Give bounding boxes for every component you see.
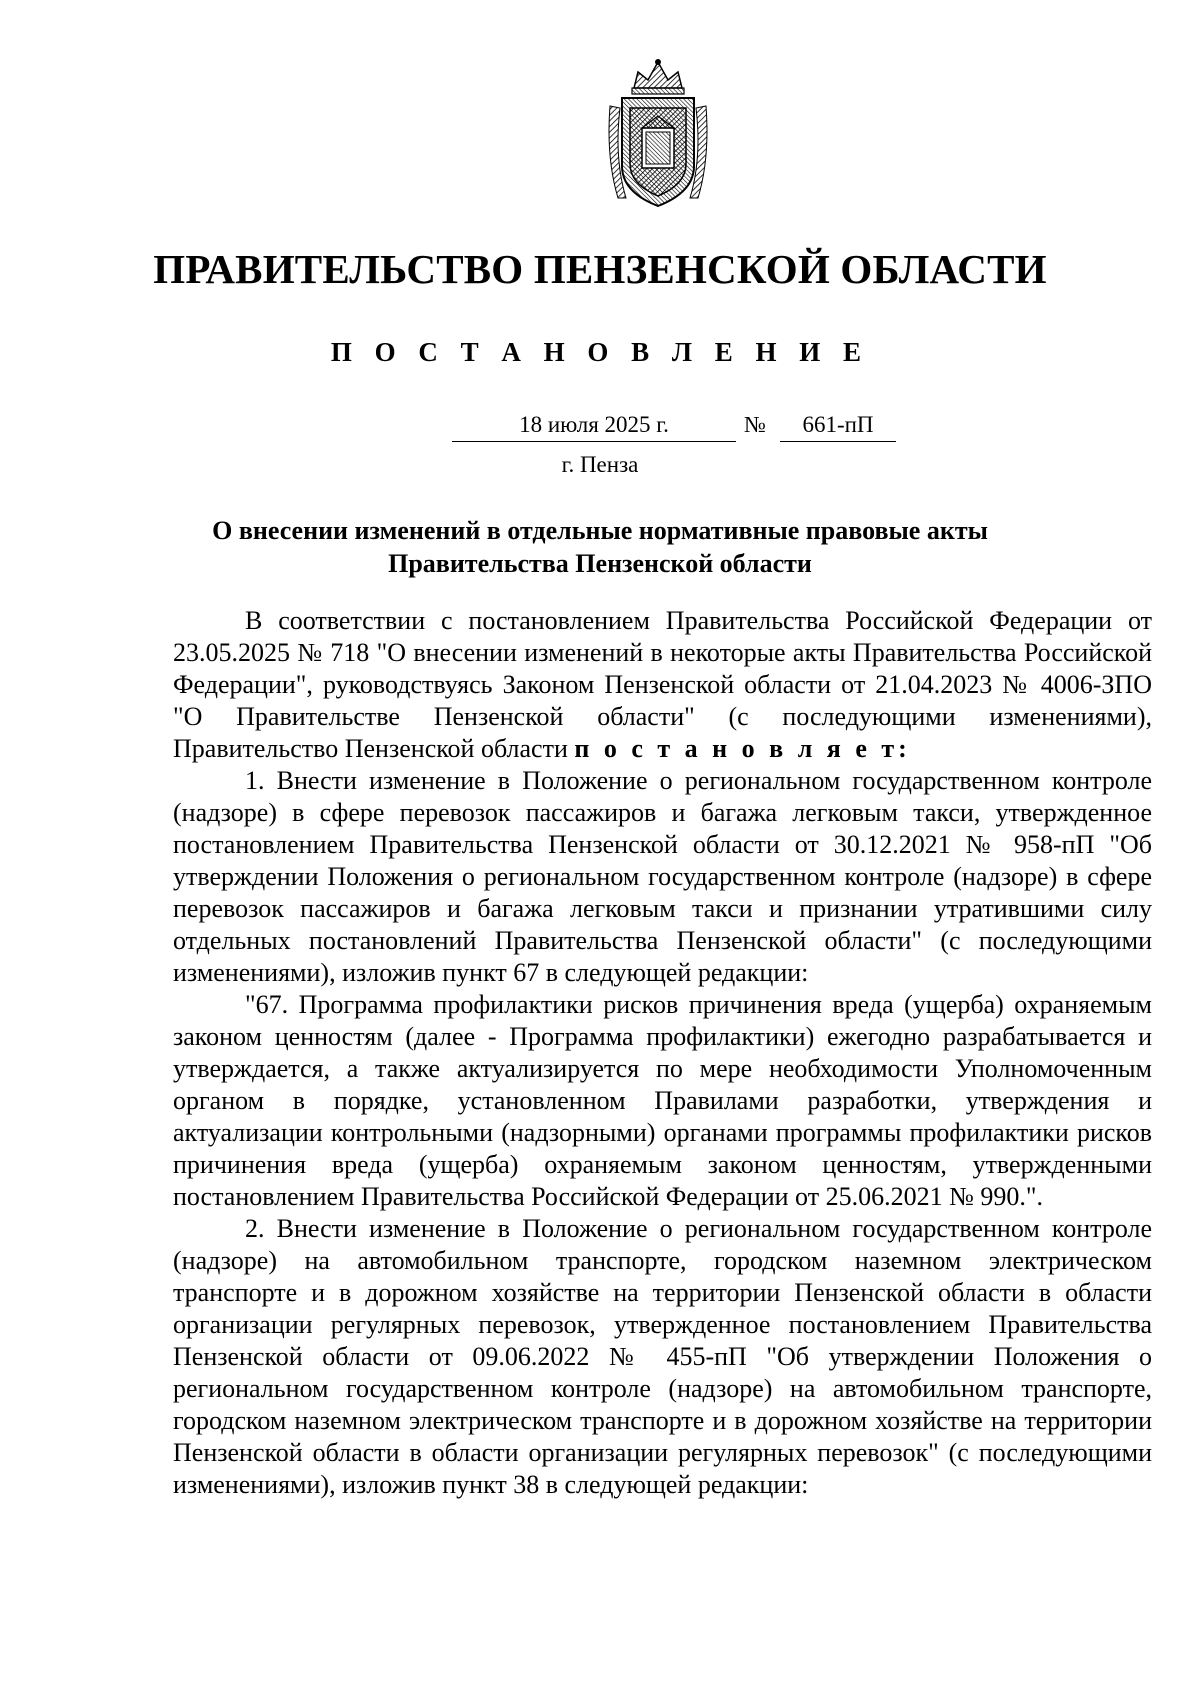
preamble-text: В соответствии с постановлением Правительства Российской Федерации от 23.05.2025 № 718 "О внесении изменений в некоторые акты Правительства Российской Федерации", руководствуясь Законом Пензенской области от 21.04.2023 № 4006-ЗПО "О Правительстве Пензенской области" (с последующими изменениями), Правительство Пензенской области (173, 606, 1152, 763)
document-type: П О С Т А Н О В Л Е Н И Е (330, 337, 870, 367)
government-title: ПРАВИТЕЛЬСТВО ПЕНЗЕНСКОЙ ОБЛАСТИ (153, 246, 1047, 292)
document-date: 18 июля 2025 г. (452, 411, 736, 442)
document-subject (200, 514, 1000, 580)
document-number: 661-пП (780, 411, 896, 442)
item-2-paragraph: 2. Внести изменение в Положение о региональном государственном контроле (надзоре) на автомобильном транспорте, городском наземном электрическом транспорте и в дорожном хозяйстве на территории Пензенской области в области организации регулярных перевозок, утвержденное постановлением Правительства Пензенской области от 09.06.2022 № 455-пП "Об утверждении Положения о региональном государственном контроле (надзоре) на автомобильном транспорте, городском наземном электрическом транспорте и в дорожном хозяйстве на территории Пензенской области в области организации регулярных перевозок" (с последующими изменениями), изложив пункт 38 в следующей редакции: (173, 1214, 1152, 1499)
subject-line-1: О внесении изменений в отдельные нормативные правовые акты (212, 516, 988, 545)
preamble-paragraph (173, 605, 1152, 765)
document-city: г. Пенза (561, 452, 639, 477)
preamble-verb: п о с т а н о в л я е т: (574, 734, 911, 763)
penza-coat-of-arms-icon (604, 58, 712, 210)
item-1-quote-paragraph: "67. Программа профилактики рисков причинения вреда (ущерба) охраняемым законом ценностям (далее - Программа профилактики) ежегодно разрабатывается и утверждается, а также актуализируется по мере необходимости Уполномоченным органом в порядке, установленном Правилами разработки, утверждения и актуализации контрольными (надзорными) органами программы профилактики рисков причинения вреда (ущерба) охраняемым законом ценностям, утвержденными постановлением Правительства Российской Федерации от 25.06.2021 № 990.". (173, 990, 1152, 1211)
document-body (173, 605, 1152, 1501)
item-1-paragraph: 1. Внести изменение в Положение о региональном государственном контроле (надзоре) в сфере перевозок пассажиров и багажа легковым такси, утвержденное постановлением Правительства Пензенской области от 30.12.2021 № 958-пП "Об утверждении Положения о региональном государственном контроле (надзоре) в сфере перевозок пассажиров и багажа легковым такси и признании утратившими силу отдельных постановлений Правительства Пензенской области" (с последующими изменениями), изложив пункт 67 в следующей редакции: (173, 766, 1152, 987)
number-sign: № (744, 412, 766, 437)
subject-line-2: Правительства Пензенской области (388, 549, 812, 578)
